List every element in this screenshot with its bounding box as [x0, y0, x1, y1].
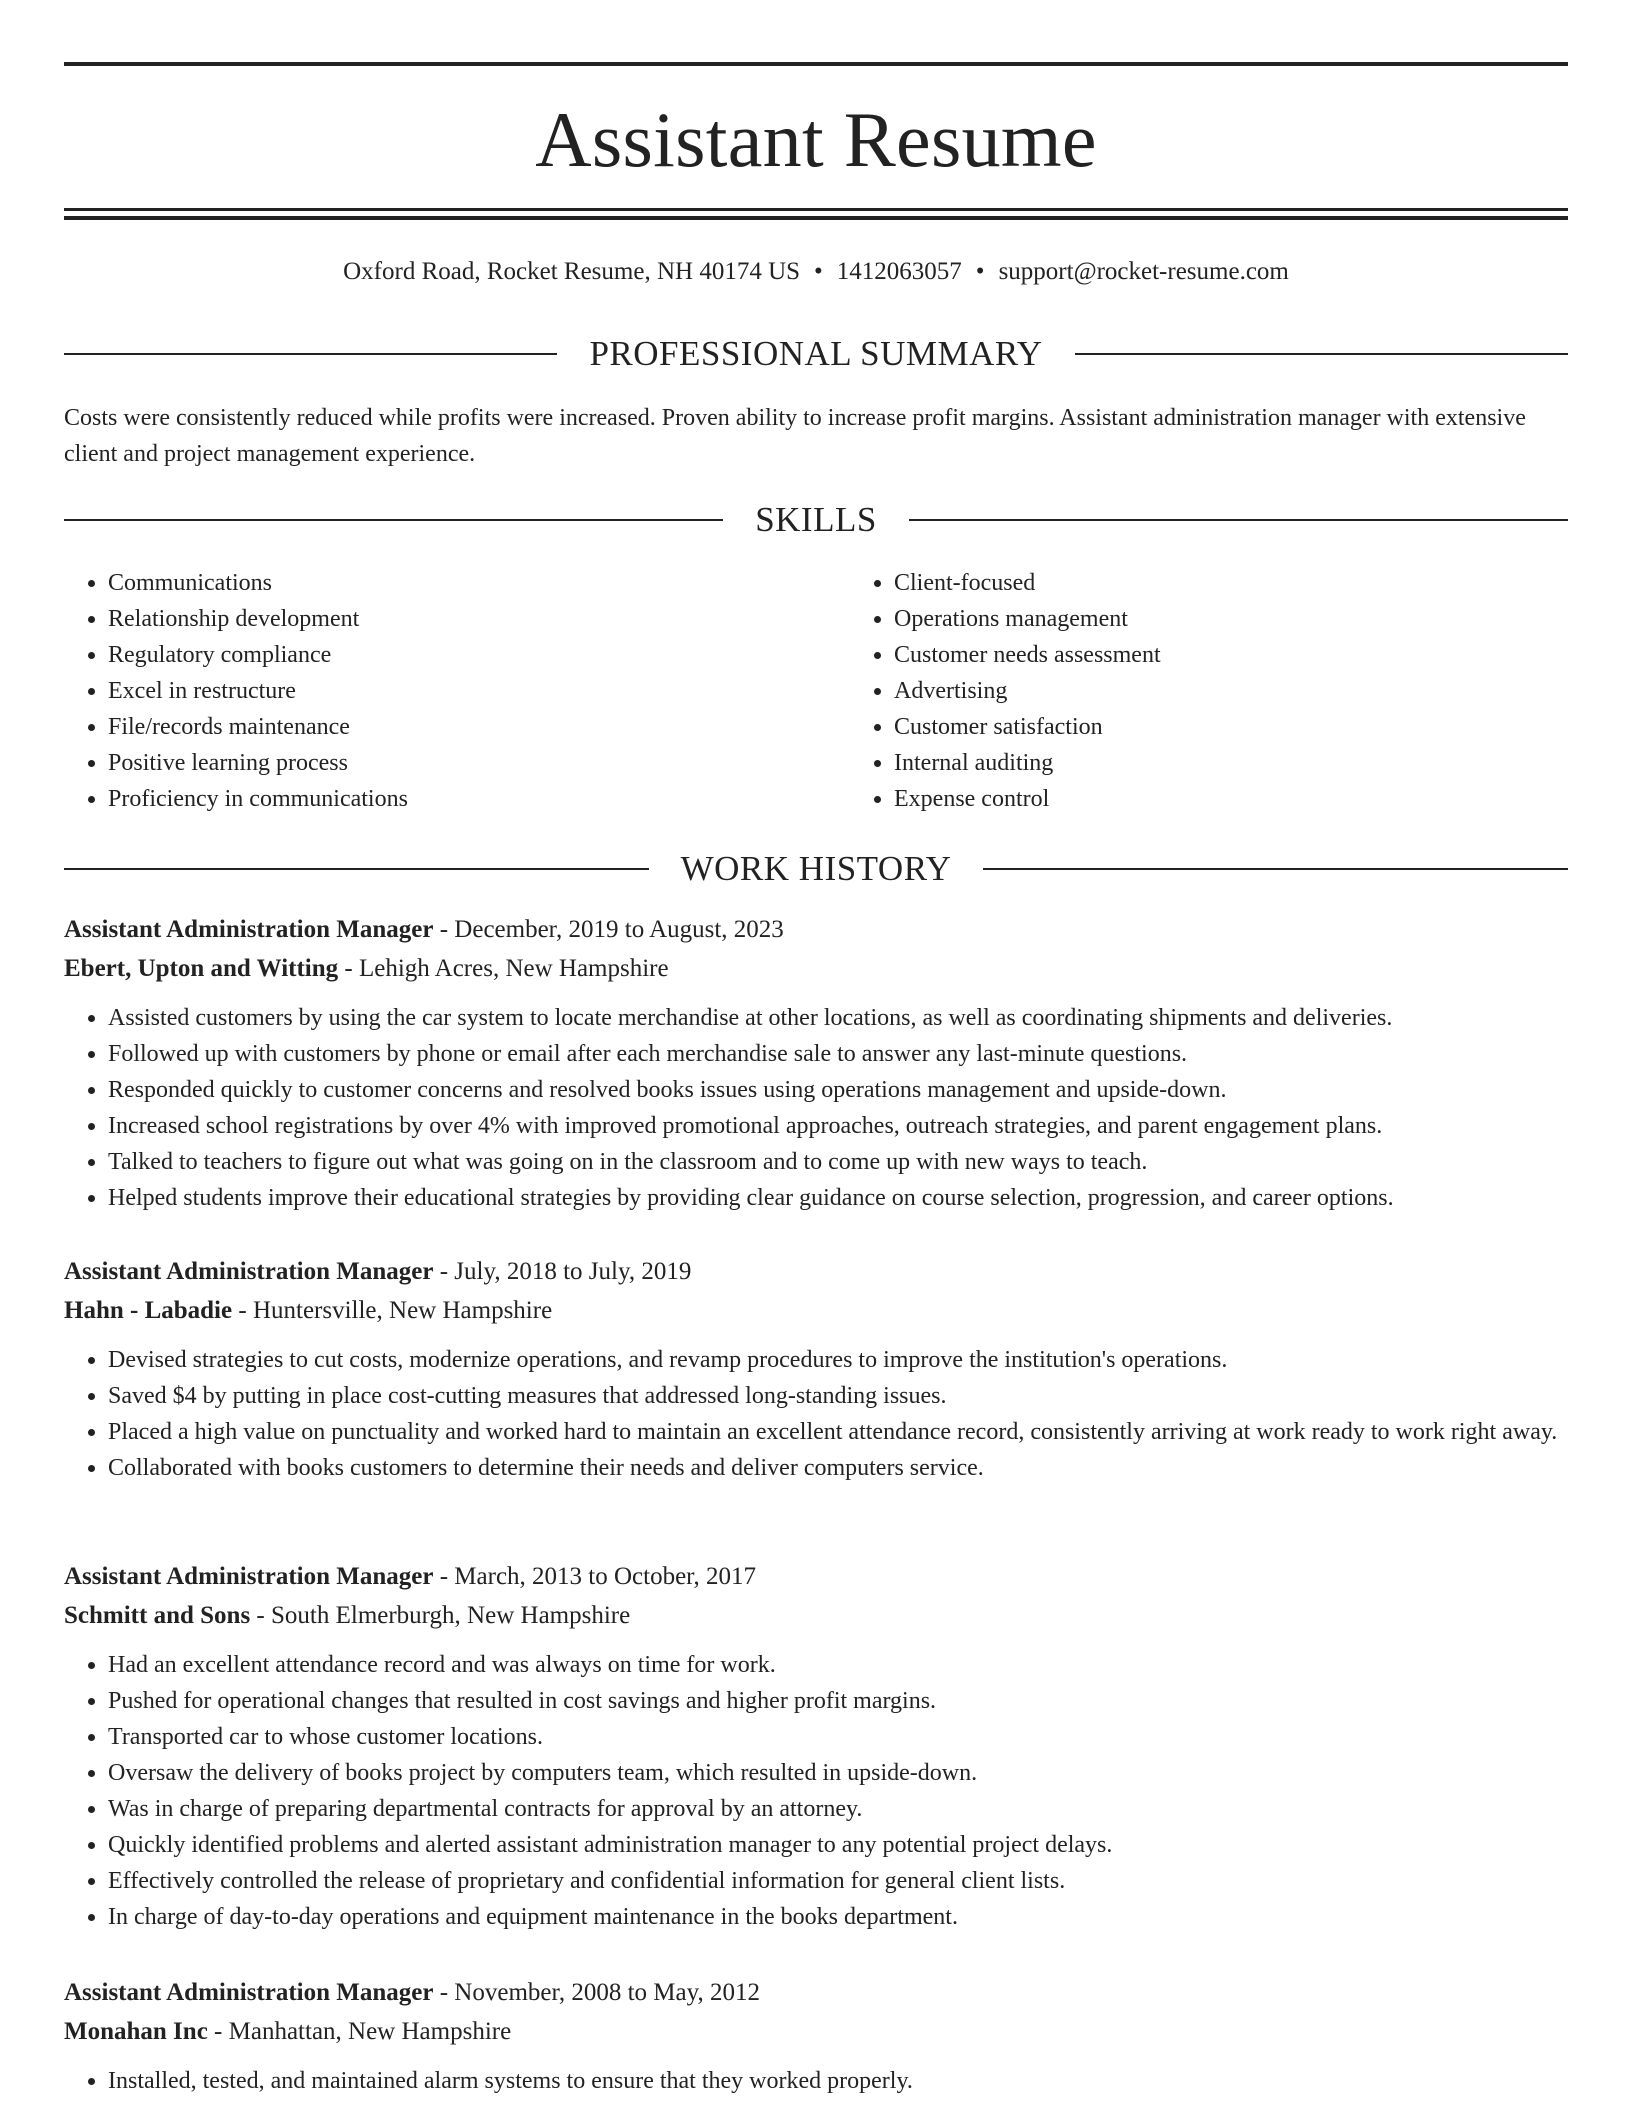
job-location: Huntersville, New Hampshire — [252, 1297, 553, 1324]
section-rule — [64, 519, 723, 521]
job-bullet: • Devised strategies to cut costs, modernize operations, and revamp procedures to improve the institution's operations. — [108, 1342, 1568, 1378]
skill-item: • Communications — [108, 565, 850, 601]
job-company: Hahn - Labadie — [64, 1297, 233, 1324]
job-bullet: • Collaborated with books customers to determine their needs and deliver computers service. — [108, 1450, 1568, 1486]
work-history-section-header — [64, 849, 1568, 889]
section-rule — [64, 353, 557, 355]
skills-list — [64, 565, 1568, 817]
job-location: South Elmerburgh, New Hampshire — [271, 1602, 631, 1629]
work-history-heading: WORK HISTORY — [680, 849, 952, 888]
skill-item: • Proficiency in communications — [108, 781, 850, 817]
skill-item: • Regulatory compliance — [108, 637, 850, 673]
job-dates: March, 2013 to October, 2017 — [454, 1563, 757, 1590]
section-rule — [909, 519, 1568, 521]
job-bullet: • Effectively controlled the release of proprietary and confidential information for general client lists. — [108, 1863, 1568, 1899]
job-bullet: • In charge of day-to-day operations and equipment maintenance in the books department. — [108, 1899, 1568, 1935]
separator-dot: • — [814, 258, 823, 285]
skills-heading: SKILLS — [755, 500, 877, 539]
skill-item: • File/records maintenance — [108, 709, 850, 745]
job-title: Assistant Administration Manager — [64, 916, 434, 943]
contact-email: support@rocket-resume.com — [998, 258, 1289, 285]
skill-item: • Expense control — [894, 781, 1568, 817]
job-title: Assistant Administration Manager — [64, 1979, 434, 2006]
job-bullet: • Helped students improve their educational strategies by providing clear guidance on course selection, progression, and career options. — [108, 1180, 1568, 1216]
job-title-line: Assistant Administration Manager - December, 2019 to August, 2023 — [64, 916, 784, 943]
skill-item: • Client-focused — [894, 565, 1568, 601]
skill-item: • Advertising — [894, 673, 1568, 709]
job-company-line: Monahan Inc - Manhattan, New Hampshire — [64, 2018, 512, 2045]
job-bullet: • Placed a high value on punctuality and worked hard to maintain an excellent attendance record, consistently arriving at work ready to work right away. — [108, 1414, 1568, 1450]
resume-title: Assistant Resume — [535, 96, 1097, 183]
job-bullets — [64, 1647, 1568, 1935]
job-bullet: • Saved $4 by putting in place cost-cutting measures that addressed long-standing issues. — [108, 1378, 1568, 1414]
skill-item: • Operations management — [894, 601, 1568, 637]
job-bullet: • Assisted customers by using the car system to locate merchandise at other locations, as well as coordinating shipments and deliveries. — [108, 1000, 1568, 1036]
skill-item: • Positive learning process — [108, 745, 850, 781]
job-title-line: Assistant Administration Manager - November, 2008 to May, 2012 — [64, 1979, 760, 2006]
summary-section-header — [64, 334, 1568, 374]
skills-column-right — [850, 565, 1568, 817]
job-bullet: • Quickly identified problems and alerted assistant administration manager to any potential project delays. — [108, 1827, 1568, 1863]
job-bullet: • Pushed for operational changes that resulted in cost savings and higher profit margins. — [108, 1683, 1568, 1719]
job-title: Assistant Administration Manager — [64, 1258, 434, 1285]
job-company: Monahan Inc — [64, 2018, 208, 2045]
job-dates: November, 2008 to May, 2012 — [454, 1979, 760, 2006]
job-entry — [64, 1557, 1568, 1935]
skill-item: • Customer satisfaction — [894, 709, 1568, 745]
job-dates: December, 2019 to August, 2023 — [454, 916, 784, 943]
job-entry — [64, 1252, 1568, 1486]
separator-dot: • — [975, 258, 985, 285]
contact-line — [64, 256, 1568, 288]
job-entry — [64, 1973, 1568, 2099]
job-location: Manhattan, New Hampshire — [228, 2018, 512, 2045]
summary-text: Costs were consistently reduced while profits were increased. Proven ability to increase profit margins. Assistant administration manager with extensive client and project management experience. — [64, 405, 1526, 467]
job-bullet: • Had an excellent attendance record and was always on time for work. — [108, 1647, 1568, 1683]
section-rule — [64, 868, 649, 870]
skill-item: • Excel in restructure — [108, 673, 850, 709]
job-title: Assistant Administration Manager — [64, 1563, 434, 1590]
job-bullets — [64, 1000, 1568, 1216]
skill-item: • Internal auditing — [894, 745, 1568, 781]
job-title-line: Assistant Administration Manager - March, 2013 to October, 2017 — [64, 1563, 757, 1590]
skill-item: • Customer needs assessment — [894, 637, 1568, 673]
job-bullet: • Installed, tested, and maintained alarm systems to ensure that they worked properly. — [108, 2063, 1568, 2099]
section-rule — [983, 868, 1568, 870]
job-company-line: Ebert, Upton and Witting - Lehigh Acres, New Hampshire — [64, 955, 669, 982]
job-bullets — [64, 2063, 1568, 2099]
summary-heading: PROFESSIONAL SUMMARY — [589, 334, 1043, 373]
job-bullet: • Was in charge of preparing departmental contracts for approval by an attorney. — [108, 1791, 1568, 1827]
job-company-line: Schmitt and Sons - South Elmerburgh, New Hampshire — [64, 1602, 631, 1629]
job-bullet: • Transported car to whose customer locations. — [108, 1719, 1568, 1755]
job-title-line: Assistant Administration Manager - July, 2018 to July, 2019 — [64, 1258, 692, 1285]
skill-item: • Relationship development — [108, 601, 850, 637]
job-bullet: • Responded quickly to customer concerns and resolved books issues using operations management and upside-down. — [108, 1072, 1568, 1108]
job-company: Ebert, Upton and Witting — [64, 955, 339, 982]
double-rule — [64, 208, 1568, 220]
job-bullet: • Oversaw the delivery of books project by computers team, which resulted in upside-down. — [108, 1755, 1568, 1791]
job-bullet: • Increased school registrations by over 4% with improved promotional approaches, outreach strategies, and parent engagement plans. — [108, 1108, 1568, 1144]
job-bullet: • Followed up with customers by phone or email after each merchandise sale to answer any last-minute questions. — [108, 1036, 1568, 1072]
job-bullets — [64, 1342, 1568, 1486]
job-location: Lehigh Acres, New Hampshire — [358, 955, 669, 982]
job-entry — [64, 910, 1568, 1216]
contact-address: Oxford Road, Rocket Resume, NH 40174 US — [343, 258, 801, 285]
job-company-line: Hahn - Labadie - Huntersville, New Hampshire — [64, 1297, 553, 1324]
section-rule — [1075, 353, 1568, 355]
contact-phone: 1412063057 — [836, 258, 962, 285]
top-rule — [64, 62, 1568, 66]
job-dates: July, 2018 to July, 2019 — [454, 1258, 692, 1285]
job-bullet: • Talked to teachers to figure out what was going on in the classroom and to come up with new ways to teach. — [108, 1144, 1568, 1180]
skills-column-left — [64, 565, 850, 817]
job-company: Schmitt and Sons — [64, 1602, 251, 1629]
skills-section-header — [64, 500, 1568, 540]
